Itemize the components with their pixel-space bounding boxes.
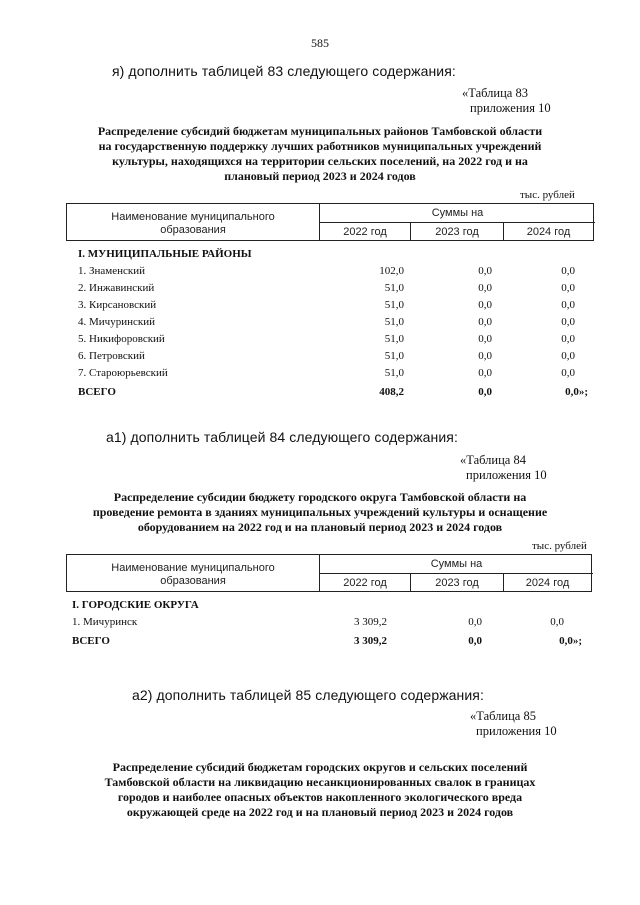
header-year-2022: 2022 год [343,226,387,238]
title-line: на государственную поддержку лучших работников муниципальных учреждений [98,139,542,153]
page-number: 585 [311,36,329,50]
header-year-2023: 2023 год [435,226,479,238]
header-year-2024: 2024 год [525,577,570,589]
table-ref-85-line2: приложения 10 [476,724,557,738]
group-heading: I. ГОРОДСКИЕ ОКРУГА [72,599,199,611]
title-line: проведение ремонта в зданиях муниципальных учреждений культуры и оснащение [92,505,548,519]
table-row: 2. Инжавинский 51,0 0,0 0,0 [78,282,575,294]
group-heading: I. МУНИЦИПАЛЬНЫЕ РАЙОНЫ [78,248,252,260]
title-line: окружающей среде на 2022 год и на плановый период 2023 и 2024 годов [126,805,514,819]
table-ref-83-line1: «Таблица 83 [462,86,528,100]
table-header-84 [66,554,592,592]
header-sums: Суммы на [430,558,483,570]
title-line: Распределение субсидии бюджету городского округа Тамбовской области на [113,490,527,504]
table-title-83 [60,124,580,184]
table-row: 5. Никифоровский 51,0 0,0 0,0 [78,333,575,345]
table-ref-85-line1: «Таблица 85 [470,709,536,723]
units-label: тыс. рублей [520,189,575,201]
title-line: Распределение субсидий бюджетам городских округов и сельских поселений [112,760,528,774]
table-ref-84-line1: «Таблица 84 [460,453,526,467]
table-row: 3. Кирсановский 51,0 0,0 0,0 [78,299,575,311]
section-intro-83: я) дополнить таблицей 83 следующего содержания: [112,63,456,79]
table-header-83 [66,203,594,241]
header-name-cell: Наименование муниципального образования [111,562,275,587]
section-intro-85: а2) дополнить таблицей 85 следующего содержания: [132,687,484,703]
header-year-2023: 2023 год [435,577,479,589]
title-line: оборудованием на 2022 год и на плановый период 2023 и 2024 годов [137,520,503,534]
title-line: городов и наиболее опасных объектов накопленного экологического вреда [117,790,523,804]
table-ref-84-line2: приложения 10 [466,468,547,482]
table-row: 6. Петровский 51,0 0,0 0,0 [78,350,575,362]
header-year-2022: 2022 год [343,577,387,589]
header-year-2024: 2024 год [526,226,571,238]
title-line: Тамбовской области на ликвидацию несанкционированных свалок в границах [104,775,536,789]
table-row: 4. Мичуринский 51,0 0,0 0,0 [78,316,575,328]
table-ref-83-line2: приложения 10 [470,101,551,115]
title-line: Распределение субсидий бюджетам муниципальных районов Тамбовской области [97,124,543,138]
header-sums: Суммы на [431,207,484,219]
units-label: тыс. рублей [532,540,587,552]
table-row: 1. Знаменский 102,0 0,0 0,0 [78,265,575,277]
section-intro-84: а1) дополнить таблицей 84 следующего содержания: [106,429,458,445]
table-row: 7. Староюрьевский 51,0 0,0 0,0 [78,367,575,379]
header-name-cell: Наименование муниципального образования [111,211,275,236]
table-row: 1. Мичуринск 3 309,2 0,0 0,0 [72,616,564,628]
table-title-84 [60,490,580,535]
table-title-85 [60,760,580,820]
title-line: культуры, находящихся на территории сельских поселений, на 2022 год и на [112,154,528,168]
total-row: ВСЕГО 408,2 0,0 0,0»; [78,386,588,398]
title-line: плановый период 2023 и 2024 годов [224,169,416,183]
total-row: ВСЕГО 3 309,2 0,0 0,0»; [72,635,582,647]
